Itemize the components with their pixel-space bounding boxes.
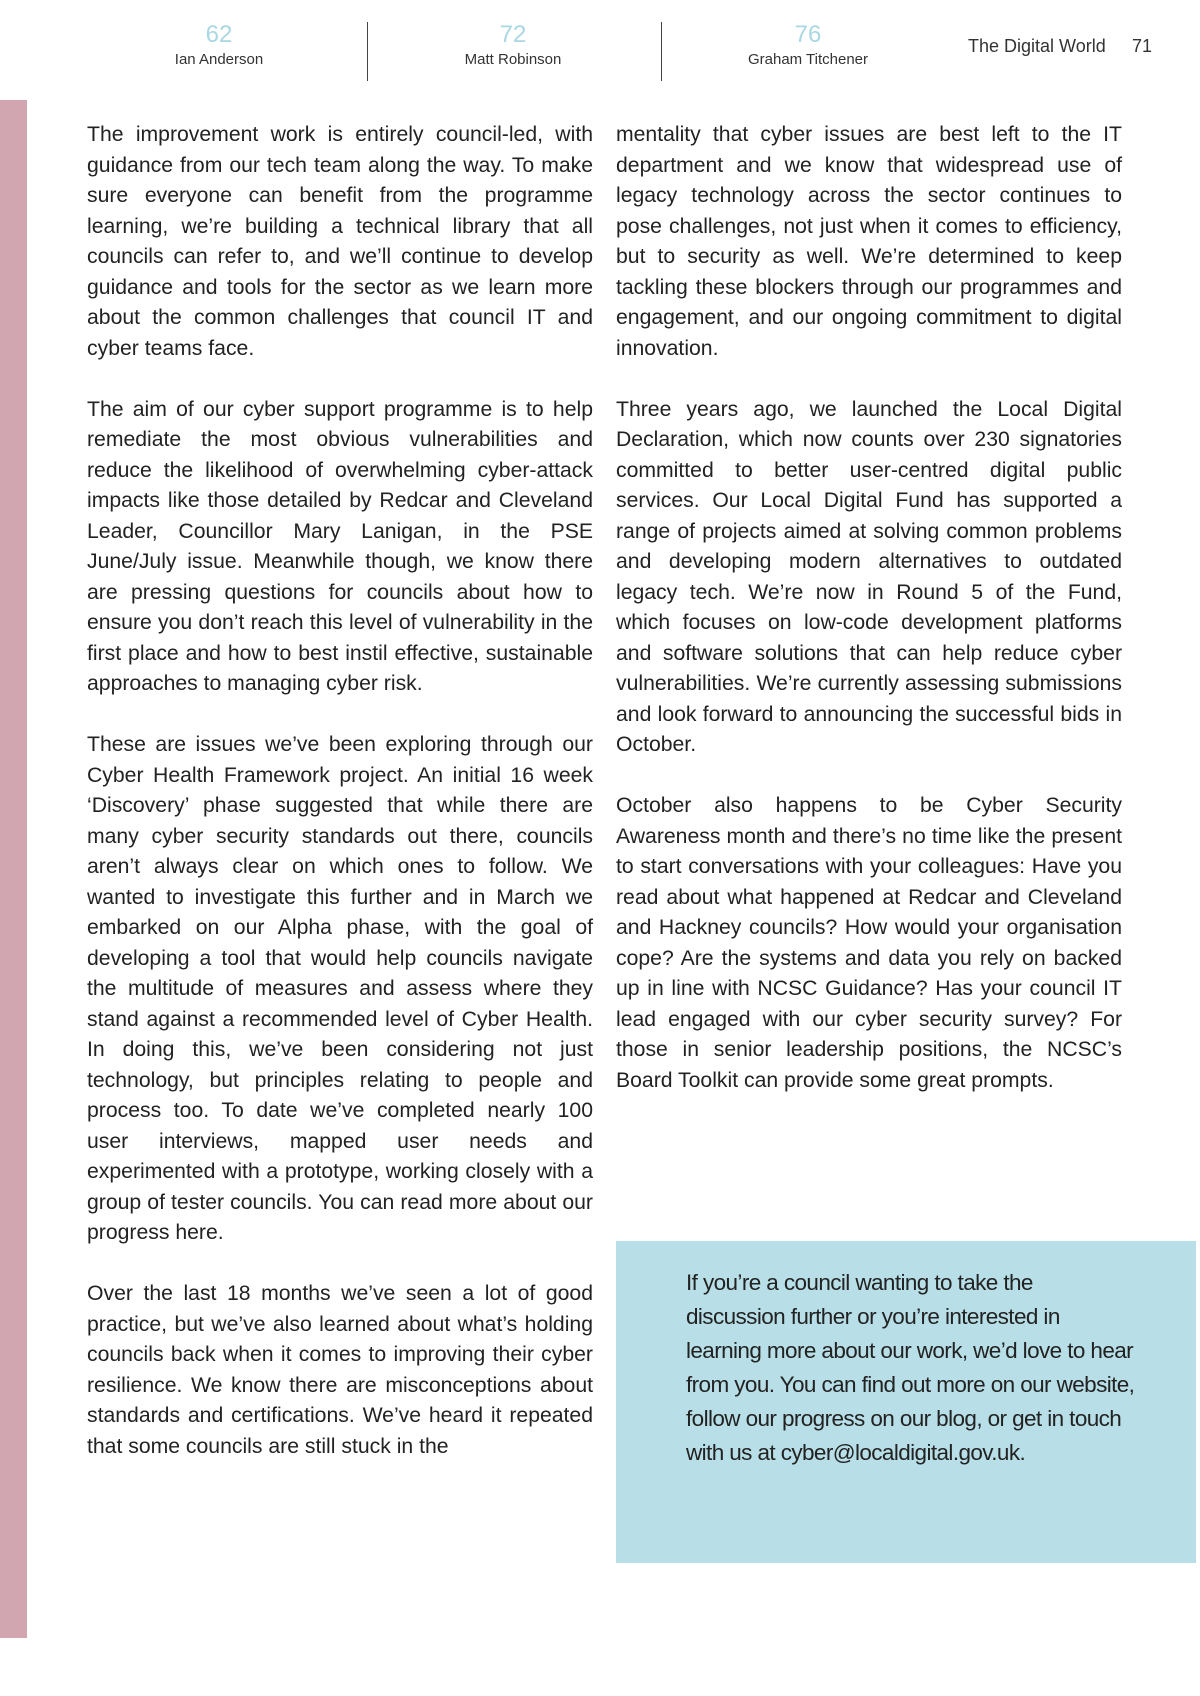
left-column (87, 120, 593, 1493)
nav-author-name: Ian Anderson (174, 51, 264, 68)
body-paragraph: mentality that cyber issues are best left to the IT department and we know that widespread use of legacy technology across the sector continues to pose challenges, not just when it comes to efficiency, but to security as well. We’re determined to keep tackling these blockers through our programmes and engagement, and our ongoing commitment to digital innovation. (616, 123, 1122, 360)
body-paragraph: The aim of our cyber support programme is to help remediate the most obvious vulnerabilities and reduce the likelihood of overwhelming cyber-attack impacts like those detailed by Redcar and Cleveland Leader, Councillor Mary Lanigan, in the PSE June/July issue. Meanwhile though, we know there are pressing questions for councils about how to ensure you don’t reach this level of vulnerability in the first place and how to best instil effective, sustainable approaches to managing cyber risk. (87, 397, 593, 695)
callout-text: If you’re a council wanting to take the discussion further or you’re interested in learning more about our work, we’d love to hear from you. You can find out more on our website, follow our progress on our blog, or get in touch with us at cyber@localdigital.gov.uk. (686, 1270, 1135, 1465)
nav-link-graham-titchener[interactable] (673, 22, 943, 70)
nav-author-name: Graham Titchener (747, 51, 869, 68)
nav-page-number: 72 (499, 21, 527, 48)
nav-link-ian-anderson[interactable] (84, 22, 354, 70)
nav-divider (661, 22, 662, 81)
right-column (616, 120, 1122, 1127)
decorative-side-bar (0, 100, 27, 1638)
section-title: The Digital World (968, 36, 1106, 56)
body-paragraph: Three years ago, we launched the Local Digital Declaration, which now counts over 230 signatories committed to better user-centred digital public services. Our Local Digital Fund has supported a range of projects aimed at solving common problems and developing modern alternatives to outdated legacy tech. We’re now in Round 5 of the Fund, which focuses on low-code development platforms and software solutions that can help reduce cyber vulnerabilities. We’re currently assessing submissions and look forward to announcing the successful bids in October. (616, 397, 1122, 756)
nav-author-name: Matt Robinson (464, 51, 562, 68)
body-paragraph: Over the last 18 months we’ve seen a lot of good practice, but we’ve also learned about what’s holding councils back when it comes to improving their cyber resilience. We know there are misconceptions about standards and certifications. We’ve heard it repeated that some councils are still stuck in the (87, 1282, 593, 1458)
article-navigation (0, 0, 1200, 90)
nav-page-number: 76 (794, 21, 822, 48)
nav-divider (367, 22, 368, 81)
body-paragraph: The improvement work is entirely council-led, with guidance from our tech team along the way. To make sure everyone can benefit from the programme learning, we’re building a technical library that all councils can refer to, and we’ll continue to develop guidance and tools for the sector as we learn more about the common challenges that council IT and cyber teams face. (87, 123, 593, 360)
body-paragraph: October also happens to be Cyber Security Awareness month and there’s no time like the present to start conversations with your colleagues: Have you read about what happened at Redcar and Cleveland and Hackney councils? How would your organisation cope? Are the systems and data you rely on backed up in line with NCSC Guidance? Has your council IT lead engaged with our cyber security survey? For those in senior leadership positions, the NCSC’s Board Toolkit can provide some great prompts. (616, 794, 1122, 1092)
body-paragraph: These are issues we’ve been exploring through our Cyber Health Framework project. An initial 16 week ‘Discovery’ phase suggested that while there are many cyber security standards out there, councils aren’t always clear on which ones to follow. We wanted to investigate this further and in March we embarked on our Alpha phase, with the goal of developing a tool that would help councils navigate the multitude of measures and assess where they stand against a recommended level of Cyber Health. In doing this, we’ve been considering not just technology, but principles relating to people and process too. To date we’ve completed nearly 100 user interviews, mapped user needs and experimented with a prototype, working closely with a group of tester councils. You can read more about our progress here. (87, 733, 593, 1244)
page-number: 71 (1132, 36, 1153, 56)
nav-page-number: 62 (205, 21, 233, 48)
nav-link-matt-robinson[interactable] (378, 22, 648, 70)
